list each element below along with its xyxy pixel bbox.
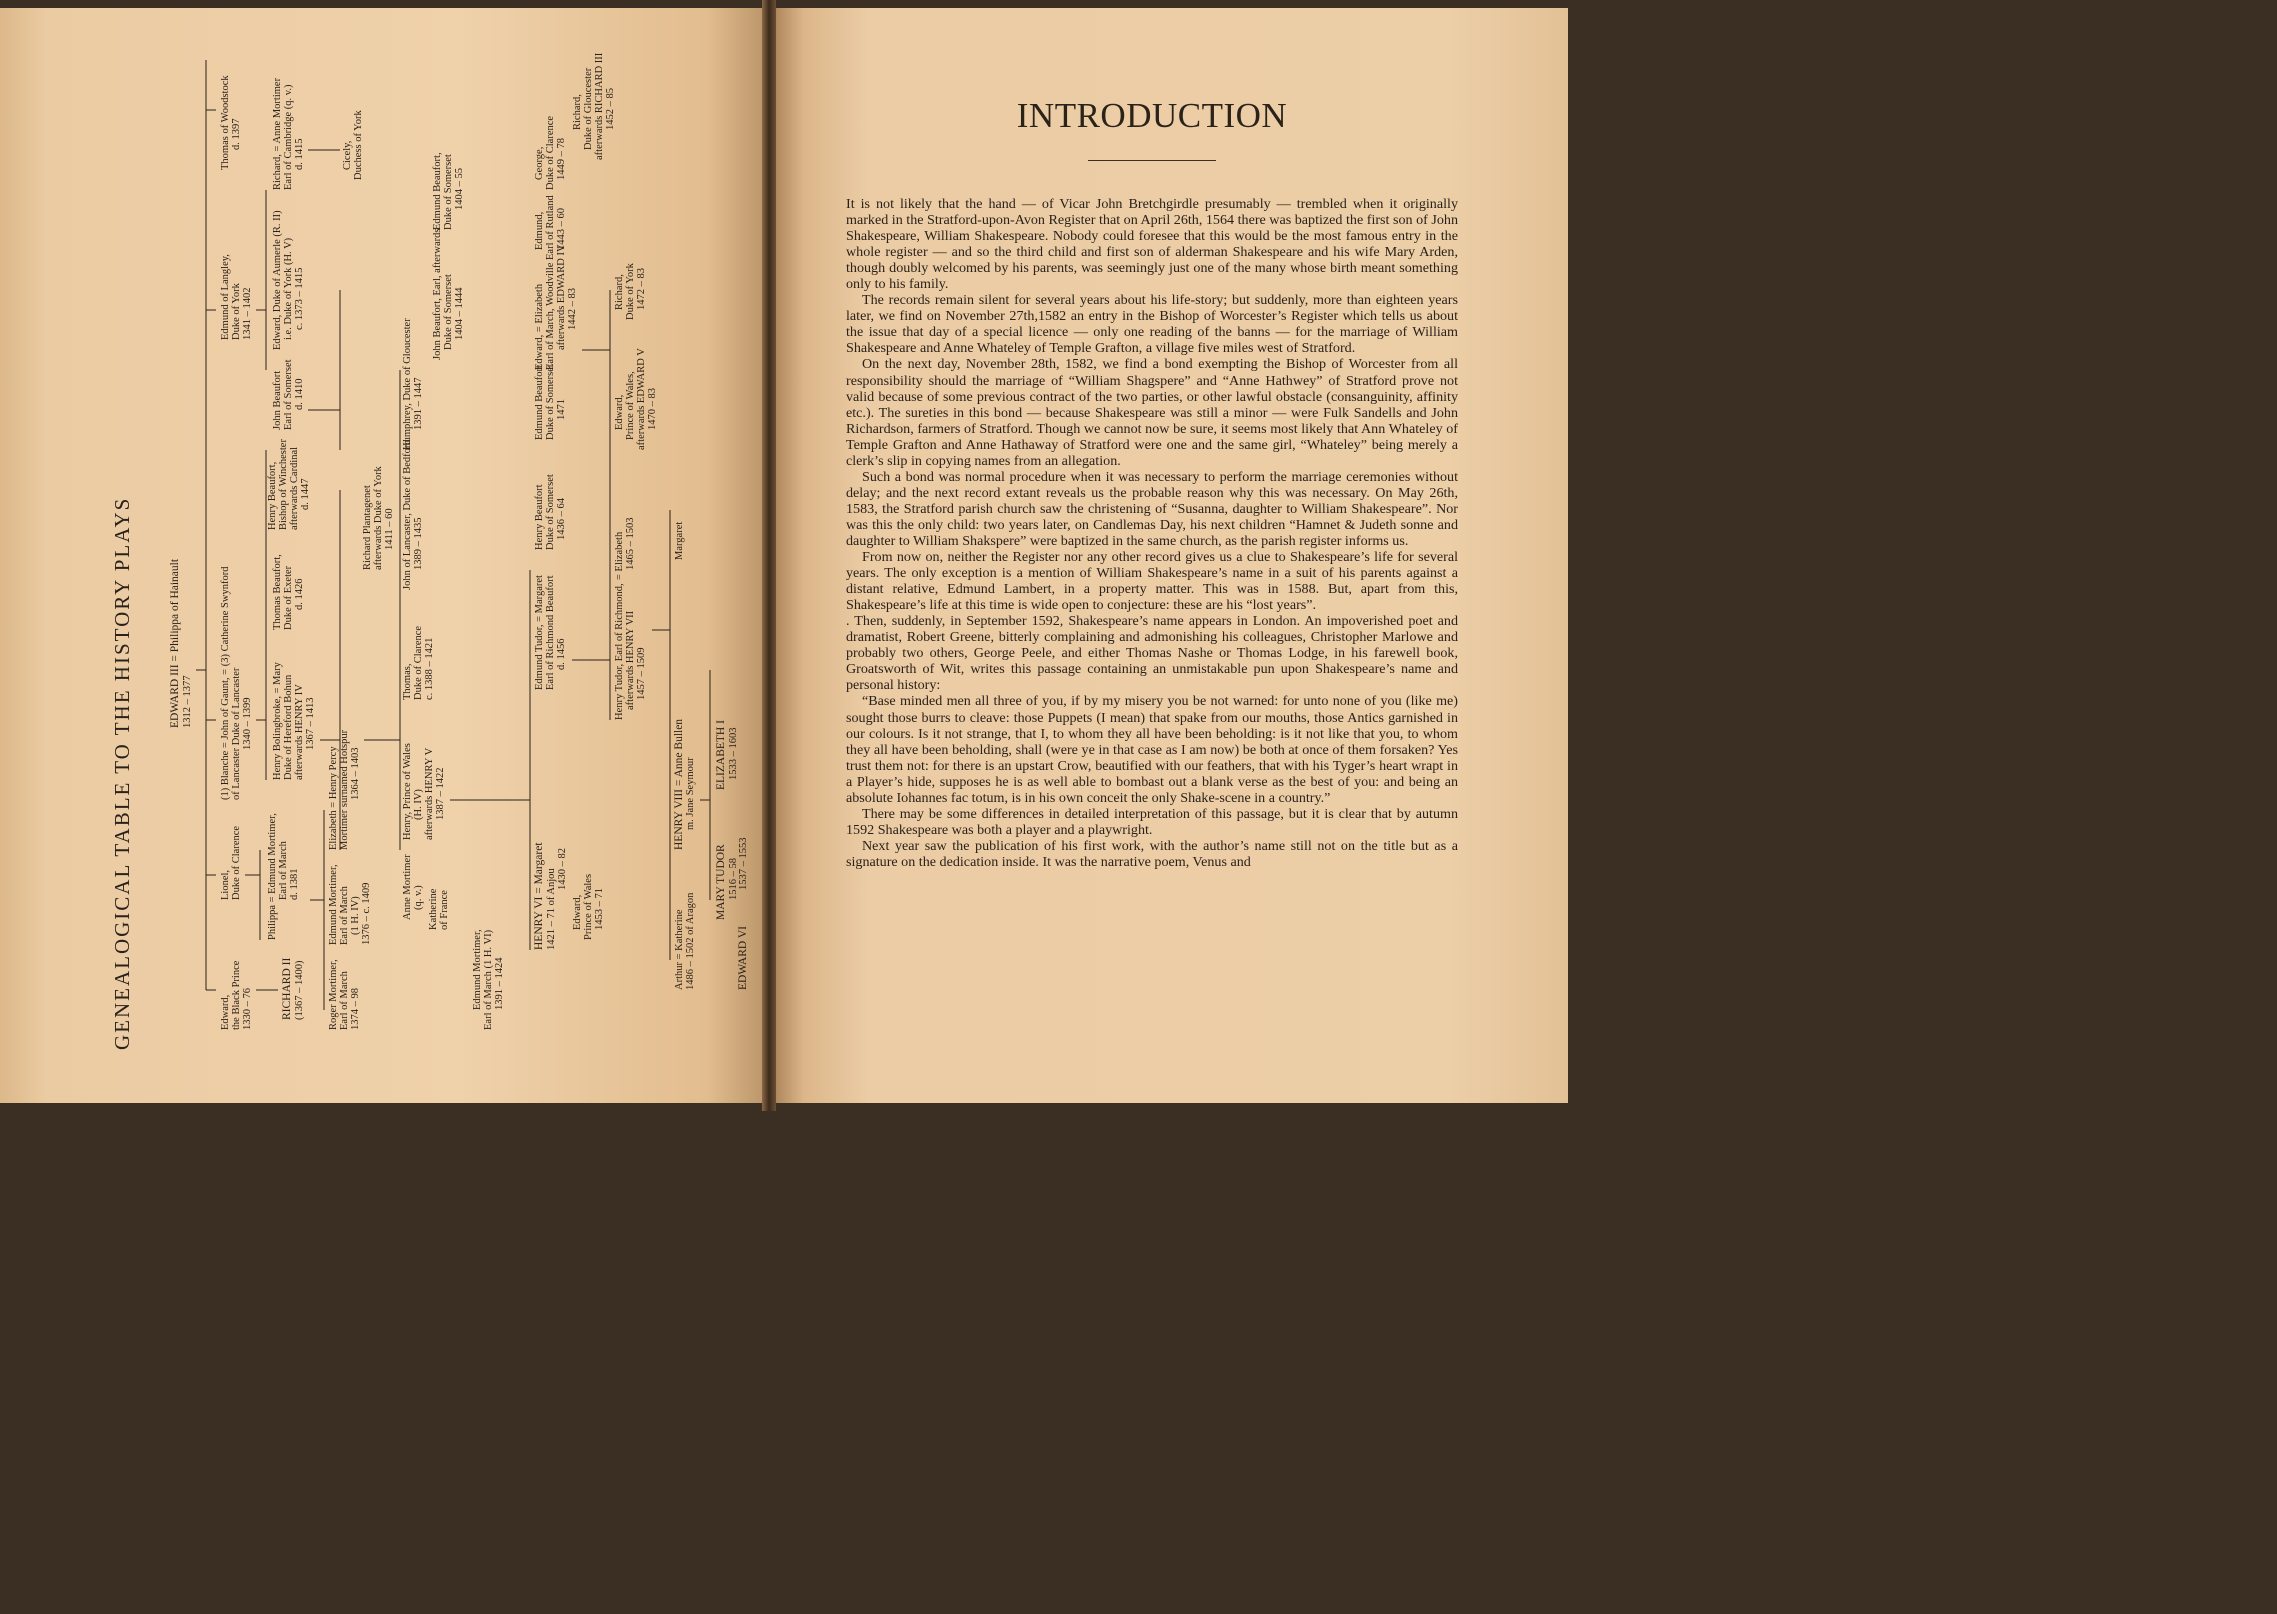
node-edmund-beaufort-s-2: Duke of Somerset (545, 364, 556, 440)
node-katherine-france-2: of France (439, 890, 450, 930)
node-henry7-2: afterwards HENRY VII (625, 610, 636, 710)
node-richard-york: Richard, (614, 274, 625, 310)
node-richard-cambridge-3: d. 1415 (294, 138, 305, 170)
genealogical-table (110, 40, 750, 1050)
node-edmund-mortimer: Edmund Mortimer, (328, 864, 339, 945)
node-richard3: Richard, (572, 94, 583, 130)
node-richard-cambridge-2: Earl of Cambridge (q. v.) (283, 84, 294, 190)
node-katherine-france: Katherine (428, 888, 439, 930)
book-gutter (762, 0, 776, 1111)
node-black-prince: Edward, (220, 994, 231, 1030)
node-cicely-2: Duchess of York (353, 110, 364, 180)
genealogy-title: GENEALOGICAL TABLE TO THE HISTORY PLAYS (110, 496, 134, 1050)
node-thomas-clarence-3: c. 1388 – 1421 (424, 637, 435, 700)
node-edward6: EDWARD VI (737, 926, 749, 990)
node-humphrey: Humphrey, Duke of Gloucester (402, 318, 413, 450)
node-edward6-2: 1537 – 1553 (738, 837, 749, 890)
node-henry-beaufort-s: Henry Beaufort (534, 484, 545, 550)
node-richard3-4: 1452 – 85 (605, 88, 616, 130)
node-richard-plantagenet: Richard Plantagenet (362, 485, 373, 570)
node-henry8-2: m. Jane Seymour (685, 757, 696, 830)
paragraph: There may be some differences in detailed interpretation of this passage, but it is clear that by autumn 1592 Shakespeare was both a player and a playwright. (846, 805, 1458, 838)
node-thomas-beaufort: Thomas Beaufort, (272, 554, 283, 630)
node-henry7: Henry Tudor, Earl of Richmond, (614, 583, 625, 720)
node-edward-aumerle-2: i.e. Duke of York (H. V) (283, 237, 294, 340)
node-henry-beaufort: Henry Beaufort, (267, 461, 278, 530)
paragraph: The records remain silent for several years about his life-story; but suddenly, more than eighteen years later, we find on November 27th,1582 an entry in the Bishop of Worcester’s Register which tells us about the issue that day of a special licence — only one reading of the banns — for the marriage of William Shakespeare and Anne Whateley of Temple Grafton, a village five miles west of Stratford. (846, 292, 1458, 357)
node-henry-beaufort-s-3: 1436 – 64 (556, 498, 567, 540)
node-george-clarence-3: 1449 – 78 (556, 138, 567, 180)
node-edward4: Edward, = Elizabeth (534, 283, 545, 370)
node-elizabeth-york: = Elizabeth (614, 531, 625, 580)
node-richard-york-2: Duke of York (625, 263, 636, 320)
node-edmund-beaufort-s: Edmund Beaufort (534, 365, 545, 440)
node-arthur-2: 1486 – 1502 of Aragon (685, 892, 696, 990)
node-edward5-2: Prince of Wales, (625, 371, 636, 440)
introduction-title: INTRODUCTION (1016, 96, 1288, 135)
node-henry-beaufort-3: afterwards Cardinal (289, 446, 300, 530)
node-henry4-2: Duke of Hereford Bohun (283, 674, 294, 780)
node-edmund-beaufort-3: 1404 – 55 (454, 168, 465, 210)
node-elizabeth1: ELIZABETH I (715, 720, 727, 790)
node-henry-beaufort-s-2: Duke of Somerset (545, 474, 556, 550)
node-henry4-3: afterwards HENRY IV (294, 684, 305, 780)
node-philippa-3: d. 1381 (289, 868, 300, 900)
node-edward4-4: 1442 – 83 (567, 288, 578, 330)
node-henry5: Henry, Prince of Wales (402, 743, 413, 840)
node-edmund-tudor-3: d. 1456 (556, 638, 567, 670)
title-rule (1088, 160, 1216, 161)
node-edward4-3: afterwards EDWARD IV (556, 244, 567, 350)
node-henry5-4: 1387 – 1422 (435, 767, 446, 820)
genealogy-chart (110, 40, 750, 1050)
node-roger-mortimer: Roger Mortimer, (328, 959, 339, 1030)
paragraph: It is not likely that the hand — of Vicar John Bretchgirdle presumably — trembled when it originally marked in the Stratford-upon-Avon Register that on April 26th, 1564 there was baptized the first son of John Shakespeare, William Shakespeare. Nobody could foresee that this would be the most famous entry in the whole register — and so the third child and first son of alderman Shakespeare and his wife Mary Arden, though doubly welcomed by his parents, was seemingly just one of the many whose birth meant something only to his family. (846, 196, 1458, 293)
node-edward-aumerle-3: c. 1373 – 1415 (294, 267, 305, 330)
node-john-gaunt-2: of Lancaster Duke of Lancaster (231, 667, 242, 800)
node-black-prince-2: the Black Prince (231, 960, 242, 1030)
node-black-prince-3: 1330 – 76 (242, 988, 253, 1030)
node-elizabeth1-2: 1533 – 1603 (728, 727, 739, 780)
node-richard2: RICHARD II (281, 957, 293, 1020)
node-edward-pow-2: Prince of Wales (583, 873, 594, 940)
node-george-clarence-2: Duke of Clarence (545, 115, 556, 190)
node-john-beaufort-somerset-2: Duke of Somerset (443, 274, 454, 350)
node-philippa-2: Earl of March (278, 841, 289, 900)
node-cicely: Cicely, (342, 140, 353, 170)
node-edward-aumerle: Edward, Duke of Aumerle (R. II) (272, 210, 283, 350)
node-roger-mortimer-3: 1374 – 98 (350, 988, 361, 1030)
node-richard3-3: afterwards RICHARD III (594, 52, 605, 160)
node-edmund-langley: Edmund of Langley, (220, 254, 231, 340)
node-thomas-woodstock: Thomas of Woodstock (220, 75, 231, 170)
quotation-paragraph: “Base minded men all three of you, if by my misery you be not warned: for unto none of you (like me) sought those burrs to cleave: those Puppets (I mean) that spake from our mouths, those Antics garnished in our colours. Is it not strange, that I, to whom they all have been beholding: is it not like that you, to whom they all have been beholding, shall (were ye in that case as I am now) be both at once of them forsaken? Yes trust them not: for there is an upstart Crow, beautified with our feathers, that with his Tyger’s heart wrapt in a Player’s hide, supposes he is as well able to bombast out a blank verse as the best of you: and being an absolute Iohannes fac totum, is in his own conceit the only Shake-scene in a country.” (846, 693, 1458, 806)
node-henry6-2: 1421 – 71 of Anjou (546, 868, 557, 950)
node-anne-mortimer-2: (q. v.) (413, 885, 424, 910)
node-john-lancaster-2: 1389 – 1435 (413, 517, 424, 570)
node-edmund-beaufort: Edmund Beaufort, (432, 152, 443, 230)
node-henry6-3: 1430 – 82 (557, 848, 568, 890)
node-john-beaufort-somerset-3: 1404 – 1444 (454, 287, 465, 340)
node-john-beaufort-2: Earl of Somerset (283, 359, 294, 430)
node-lionel: Lionel, (220, 869, 231, 900)
node-edmund-langley-2: Duke of York (231, 283, 242, 340)
node-thomas-clarence-2: Duke of Clarence (413, 625, 424, 700)
node-edmund-tudor-2: Earl of Richmond Beaufort (545, 575, 556, 690)
node-thomas-beaufort-2: Duke of Exeter (283, 565, 294, 630)
node-edmund-beaufort-2: Duke of Somerset (443, 154, 454, 230)
node-edmund-langley-3: 1341 – 1402 (242, 287, 253, 340)
node-richard-york-3: 1472 – 83 (636, 268, 647, 310)
node-elizabeth-percy-2: Mortimer surnamed Hotspur (339, 729, 350, 850)
node-john-lancaster: John of Lancaster, Duke of Bedford (402, 439, 413, 590)
node-lionel-2: Duke of Clarence (231, 825, 242, 900)
node-john-beaufort-3: d. 1410 (294, 378, 305, 410)
node-elizabeth-york-2: 1465 – 1503 (625, 517, 636, 570)
node-edmund-mortimer-1hvi-3: 1391 – 1424 (494, 957, 505, 1010)
node-henry4-4: 1367 – 1413 (305, 697, 316, 750)
node-george-clarence: George, (534, 146, 545, 180)
node-henry8: HENRY VIII = Anne Bullen (673, 718, 685, 850)
node-elizabeth-percy-3: 1364 – 1403 (350, 747, 361, 800)
node-richard3-2: Duke of Gloucester (583, 67, 594, 150)
node-edward5: Edward, (614, 394, 625, 430)
node-john-gaunt-3: 1340 – 1399 (242, 697, 253, 750)
node-richard-cambridge: Richard, = Anne Mortimer (272, 77, 283, 190)
paragraph: On the next day, November 28th, 1582, we find a bond exempting the Bishop of Worcester from all responsibility should the marriage of “William Shagspere” and “Anne Hathwey” of Stratford prove not valid because of some previous contract of the two parties, or other lawful obstacle (consanguinity, affinity etc.). The sureties in this bond — because Shakespeare was still a minor — were Fulk Sandells and John Richardson, farmers of Stratford. Though we cannot now be sure, it seems most likely that Ann Whateley of Temple Grafton and Anne Hathaway of Stratford were one and the same girl, “Whateley” being merely a clerk’s slip in copying names from an allegation. (846, 356, 1458, 469)
node-edmund-rutland-3: 1443 – 60 (556, 208, 567, 250)
node-john-gaunt: (1) Blanche = John of Gaunt, = (3) Catherine Swynford (220, 566, 231, 800)
node-thomas-woodstock-2: d. 1397 (231, 118, 242, 150)
paragraph: From now on, neither the Register nor any other record gives us a clue to Shakespeare’s life for several years. The only exception is a mention of William Shakespeare’s name in a suit of his parents against a distant relative, Edmund Lambert, in a property matter. This was in 1588. But, apart from this, Shakespeare’s life at this time is wide open to conjecture: these are his “lost years”. (846, 549, 1458, 614)
node-margaret: Margaret (674, 521, 685, 560)
node-edward-pow-3: 1453 – 71 (594, 888, 605, 930)
node-edmund-mortimer-2: Earl of March (339, 886, 350, 945)
node-edmund-mortimer-1hvi-2: Earl of March (1 H. VI) (483, 929, 494, 1030)
node-edward5-4: 1470 – 83 (647, 388, 658, 430)
paragraph: Next year saw the publication of his first work, with the author’s name still not on the title but as a signature on the dedication inside. It was the narrative poem, Venus and (846, 837, 1458, 870)
node-edward4-2: Earl of March, Woodville (545, 262, 556, 370)
node-john-beaufort-somerset: John Beaufort, Earl, afterwards (432, 228, 443, 360)
node-henry4: Henry Bolingbroke, = Mary (272, 662, 283, 780)
node-edmund-mortimer-1hvi: Edmund Mortimer, (472, 929, 483, 1010)
node-edmund-mortimer-4: 1376 – c. 1409 (361, 882, 372, 945)
node-edmund-tudor: Edmund Tudor, = Margaret (534, 575, 545, 690)
node-thomas-clarence: Thomas, (402, 663, 413, 700)
node-henry7-3: 1457 – 1509 (636, 647, 647, 700)
node-edward5-3: afterwards EDWARD V (636, 348, 647, 450)
node-edward3-dates: 1312 – 1377 (182, 675, 193, 728)
node-mary-tudor-2: 1516 – 58 (728, 858, 739, 900)
node-anne-mortimer: Anne Mortimer (402, 854, 413, 920)
node-henry-beaufort-4: d. 1447 (300, 478, 311, 510)
node-edmund-mortimer-3: (1 H. IV) (350, 896, 361, 935)
node-richard-plantagenet-2: afterwards Duke of York (373, 466, 384, 570)
paragraph: . Then, suddenly, in September 1592, Shakespeare’s name appears in London. An impoverished poet and dramatist, Robert Greene, bitterly complaining and admonishing his colleagues, Christopher Marlowe and probably two others, George Peele, and either Thomas Nashe or Thomas Lodge, in his farewell book, Groatsworth of Wit, writes this passage containing an unmistakable pun upon Shakespeare’s name and personal history: (846, 613, 1458, 694)
node-edmund-rutland: Edmund, (534, 211, 545, 250)
book-spread (0, 0, 1568, 1111)
node-john-beaufort: John Beaufort (272, 370, 283, 430)
node-roger-mortimer-2: Earl of March (339, 971, 350, 1030)
node-edward3: EDWARD III = Philippa of Hainault (169, 558, 181, 728)
node-arthur: Arthur = Katherine (674, 909, 685, 990)
node-mary-tudor: MARY TUDOR (715, 844, 727, 920)
node-henry6: HENRY VI = Margaret (533, 842, 545, 950)
node-philippa: Philippa = Edmund Mortimer, (267, 813, 278, 940)
node-henry-beaufort-2: Bishop of Winchester (278, 439, 289, 530)
node-richard-plantagenet-3: 1411 – 60 (384, 508, 395, 550)
node-edward-pow: Edward, (572, 894, 583, 930)
node-humphrey-2: 1391 – 1447 (413, 377, 424, 430)
node-edmund-rutland-2: Earl of Rutland (545, 195, 556, 260)
node-henry5-2: (H. IV) (413, 789, 424, 820)
node-richard2-dates: (1367 – 1400) (294, 960, 305, 1020)
node-elizabeth-percy: Elizabeth = Henry Percy (328, 746, 339, 850)
node-henry5-3: afterwards HENRY V (424, 747, 435, 840)
node-edmund-beaufort-s-3: 1471 (556, 399, 567, 420)
paragraph: Such a bond was normal procedure when it was necessary to perform the marriage ceremonies without delay; and the next record extant reveals us the probable reason why this was necessary. On May 26th, 1583, the Stratford parish church saw the christening of “Susanna, daughter to William Shakespeare”. Nor was this the only child: two years later, on Candlemas Day, his next children “Hamnet & Judeth sonne and daughter to William Shakspere” were baptized in the same church, as the parish register informs us. (846, 468, 1458, 549)
introduction-body (846, 196, 1458, 870)
node-thomas-beaufort-3: d. 1426 (294, 578, 305, 610)
